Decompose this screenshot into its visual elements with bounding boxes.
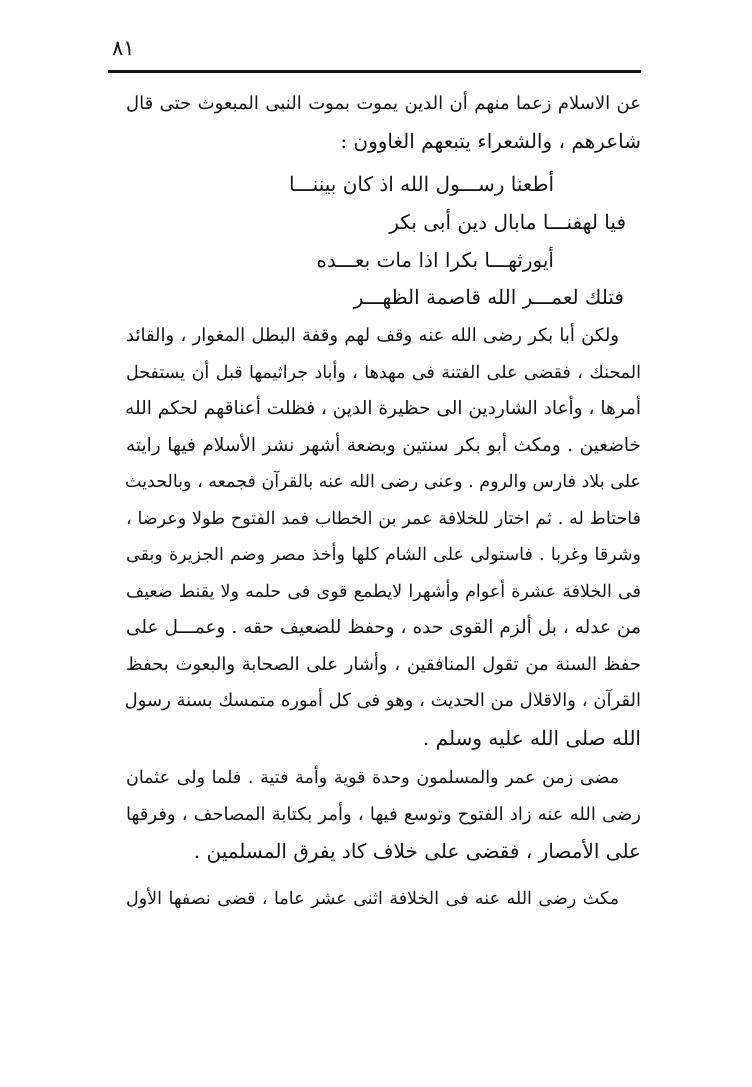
- poem-verse: فيا لهفنـــا مابال دين أبى بكر: [389, 210, 626, 234]
- text-line: على بلاد فارس والروم . وعنى رضى الله عنه بالقرآن فجمعه ، وبالحديث: [124, 472, 641, 492]
- text-line: حفظ السنة من تقول المنافقين ، وأشار على الصحابة والبعوث بحفظ: [126, 653, 641, 675]
- text-line: ولكن أبا بكر رضى الله عنه وقف لهم وقفة البطل المغوار ، والقائد: [126, 325, 619, 346]
- text-line: وشرقا وغربا . فاستولى على الشام كلها وأخذ مصر وضم الجزيرة وبقى: [126, 545, 641, 565]
- text-line: خاضعين . ومكث أبو بكر سنتين وبضعة أشهر نشر الأسلام فيها رايته: [126, 434, 641, 456]
- text-line: مضى زمن عمر والمسلمون وحدة قوية وأمة فتية . فلما ولى عثمان: [126, 768, 619, 788]
- text-line: أمرها ، وأعاد الشاردين الى حظيرة الدين ، فظلت أعناقهم لحكم الله: [125, 398, 641, 419]
- poem-verse: أيورثهـــا بكرا اذا مات بعـــده: [316, 248, 554, 272]
- text-line: رضى الله عنه زاد الفتوح وتوسع فيها ، وأمر بكتابة المصاحف ، وفرقها: [126, 803, 641, 825]
- text-line: القرآن ، والاقلال من الحديث ، وهو فى كل أموره متمسك بسنة رسول: [124, 690, 641, 711]
- poem-verse: فتلك لعمـــر الله قاصمة الظهـــر: [353, 285, 624, 309]
- header-rule: [108, 70, 641, 73]
- paragraph: [126, 760, 641, 870]
- text-line: من عدله ، بل ألزم القوى حده ، وحفظ للضعيف حقه . وعمـــل على: [126, 617, 641, 638]
- poem-verse: أطعنا رســـول الله اذ كان بيننـــا: [289, 172, 554, 196]
- text-line: شاعرهم ، والشعراء يتبعهم الغاوون :: [340, 128, 641, 153]
- paragraph: [126, 318, 641, 756]
- text-line: على الأمصار ، فقضى على خلاف كاد يفرق المسلمين .: [193, 839, 641, 863]
- text-line: فاحتاط له . ثم اختار للخلافة عمر بن الخطاب فمد الفتوح طولا وعرضا ،: [126, 508, 641, 529]
- text-line: فى الخلافة عشرة أعوام وأشهرا لايطمع قوى فى حلمه ولا يقنط ضعيف: [126, 581, 641, 602]
- text-line: مكث رضى الله عنه فى الخلافة اثنى عشر عاما ، قضى نصفها الأول: [126, 889, 619, 909]
- text-line: الله صلى الله عليه وسلم .: [422, 725, 641, 750]
- paragraph: [126, 881, 641, 918]
- text-line: عن الاسلام زعما منهم أن الدين يموت بموت النبى المبعوث حتى قال: [126, 93, 641, 114]
- text-line: المحنك ، فقضى على الفتنة فى مهدها ، وأباد جراثيمها قبل أن يستفحل: [126, 362, 641, 383]
- page-number: ٨١: [112, 36, 135, 60]
- intro-paragraph: [126, 86, 641, 159]
